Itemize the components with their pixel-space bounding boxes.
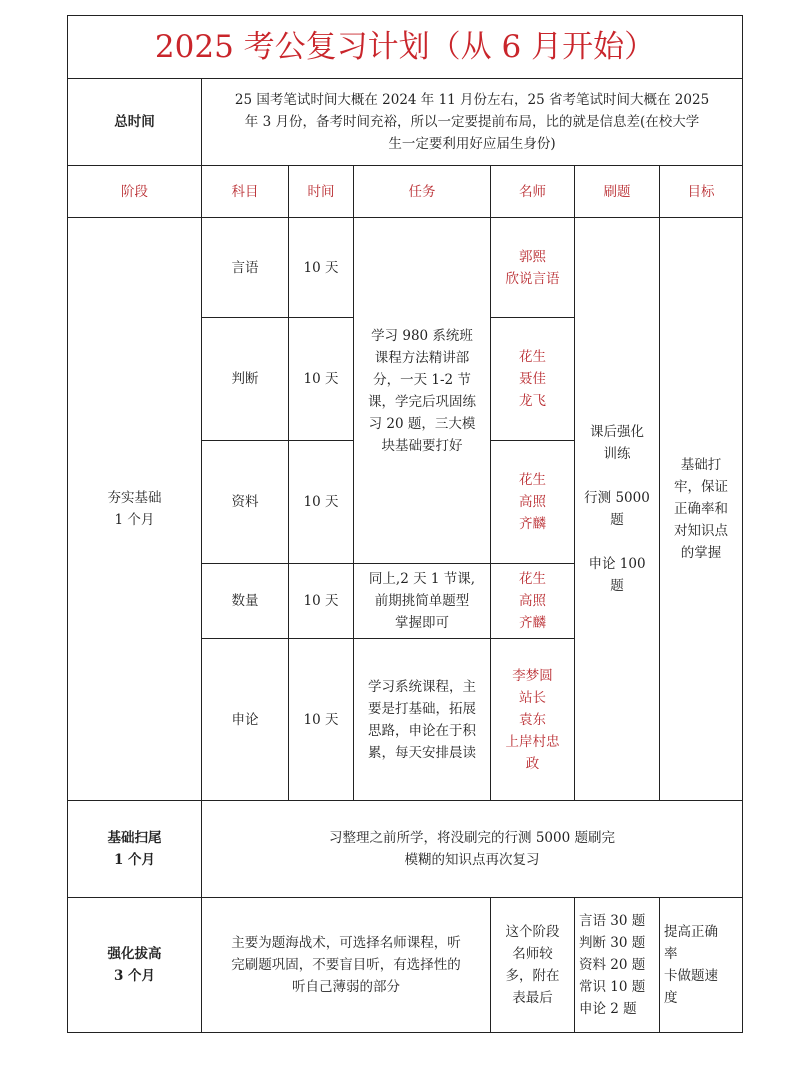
teacher-cell: 花生 高照 齐麟 [491, 564, 575, 639]
time-cell: 10 天 [289, 639, 354, 801]
time-cell: 10 天 [289, 564, 354, 639]
phase3-goal: 提高正确 率 卡做题速 度 [660, 898, 743, 1033]
header-subject: 科目 [202, 166, 289, 218]
page-title: 2025 考公复习计划（从 6 月开始） [68, 16, 743, 79]
teacher-cell: 花生 高照 齐麟 [491, 441, 575, 564]
time-cell: 10 天 [289, 218, 354, 318]
subject-cell: 判断 [202, 318, 289, 441]
phase3-teacher: 这个阶段 名师较 多，附在 表最后 [491, 898, 575, 1033]
phase3-practice: 言语 30 题 判断 30 题 资料 20 题 常识 10 题 申论 2 题 [575, 898, 660, 1033]
phase2-text: 习整理之前所学，将没刷完的行测 5000 题刷完 模糊的知识点再次复习 [202, 801, 743, 898]
header-stage: 阶段 [68, 166, 202, 218]
table-row [68, 218, 743, 318]
subject-cell: 言语 [202, 218, 289, 318]
header-time: 时间 [289, 166, 354, 218]
header-goal: 目标 [660, 166, 743, 218]
task-cell-shared: 学习 980 系统班 课程方法精讲部 分，一天 1-2 节 课，学完后巩固练 习 20 题，三大模 块基础要打好 [354, 218, 491, 564]
time-cell: 10 天 [289, 441, 354, 564]
study-plan-table [67, 15, 743, 1033]
phase3-task: 主要为题海战术，可选择名师课程，听 完刷题巩固，不要盲目听，有选择性的 听自己薄弱的部分 [202, 898, 491, 1033]
phase1-goal: 基础打 牢，保证 正确率和 对知识点 的掌握 [660, 218, 743, 801]
subject-cell: 数量 [202, 564, 289, 639]
task-cell: 学习系统课程，主 要是打基础，拓展 思路，申论在于积 累，每天安排晨读 [354, 639, 491, 801]
header-teacher: 名师 [491, 166, 575, 218]
total-time-text: 25 国考笔试时间大概在 2024 年 11 月份左右，25 省考笔试时间大概在 2025 年 3 月份，备考时间充裕，所以一定要提前布局，比的就是信息差(在校大学 生一定要利用好应届生身份) [202, 79, 743, 166]
header-practice: 刷题 [575, 166, 660, 218]
phase3-stage: 强化拔高 3 个月 [68, 898, 202, 1033]
task-cell: 同上,2 天 1 节课, 前期挑简单题型 掌握即可 [354, 564, 491, 639]
time-cell: 10 天 [289, 318, 354, 441]
table-row [68, 898, 743, 1033]
teacher-cell: 李梦圆 站长 袁东 上岸村忠 政 [491, 639, 575, 801]
total-time-label: 总时间 [68, 79, 202, 166]
header-task: 任务 [354, 166, 491, 218]
teacher-cell: 花生 聂佳 龙飞 [491, 318, 575, 441]
table-row [68, 801, 743, 898]
phase1-practice: 课后强化 训练 行测 5000 题 申论 100 题 [575, 218, 660, 801]
phase2-stage: 基础扫尾 1 个月 [68, 801, 202, 898]
subject-cell: 申论 [202, 639, 289, 801]
subject-cell: 资料 [202, 441, 289, 564]
teacher-cell: 郭熙 欣说言语 [491, 218, 575, 318]
phase1-stage: 夯实基础 1 个月 [68, 218, 202, 801]
